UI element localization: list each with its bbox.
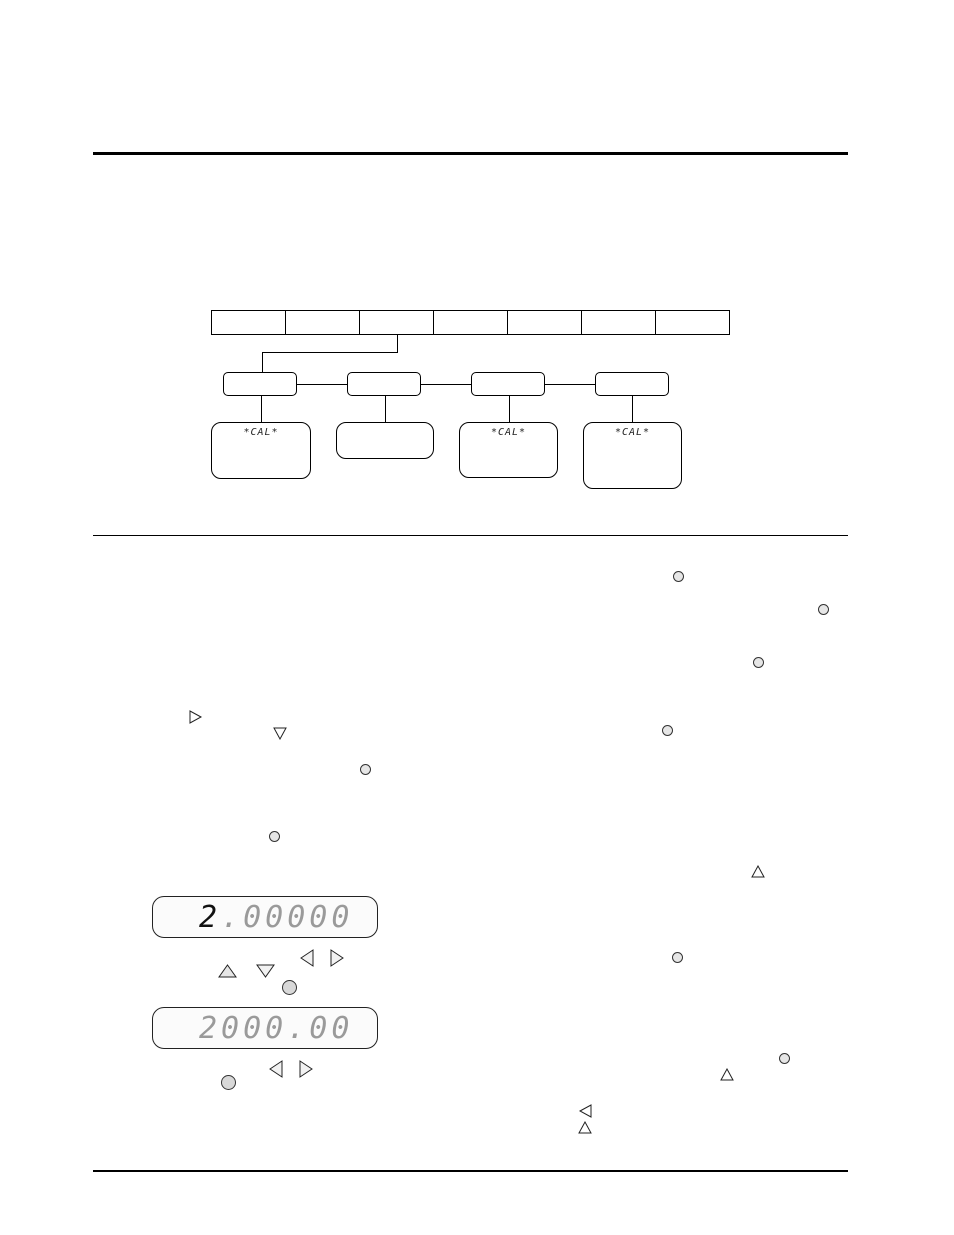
menu-cell[interactable] <box>359 310 433 335</box>
enter-key-icon <box>282 980 297 995</box>
submenu-box-4[interactable] <box>595 372 669 396</box>
enter-key-icon <box>818 604 829 615</box>
menu-cell[interactable] <box>285 310 359 335</box>
lcd-active-digit: 2 <box>199 900 222 935</box>
cal-label: *CAL* <box>614 427 651 438</box>
lcd-display-2 <box>152 1007 378 1049</box>
footer-rule <box>93 1170 848 1172</box>
left-triangle-icon <box>579 1104 592 1118</box>
connector-line <box>297 384 347 385</box>
header-rule <box>93 152 848 155</box>
enter-key-icon <box>672 952 683 963</box>
param-box-4[interactable] <box>583 422 682 489</box>
enter-key-icon <box>753 657 764 668</box>
lcd-digits <box>199 900 353 936</box>
enter-key-icon <box>662 725 673 736</box>
enter-key-icon <box>360 764 371 775</box>
submenu-box-1[interactable] <box>223 372 297 396</box>
right-triangle-icon <box>299 1060 313 1078</box>
submenu-box-2[interactable] <box>347 372 421 396</box>
enter-key-icon <box>779 1053 790 1064</box>
enter-key-icon <box>269 831 280 842</box>
connector-line <box>261 396 262 422</box>
menu-cell[interactable] <box>581 310 655 335</box>
cal-label: *CAL* <box>243 427 279 438</box>
lcd-digits: 2000.00 <box>199 1011 354 1046</box>
up-triangle-icon <box>720 1068 734 1081</box>
cal-label: *CAL* <box>490 427 527 438</box>
enter-key-icon <box>221 1075 236 1090</box>
up-triangle-icon <box>218 964 237 978</box>
enter-key-icon <box>673 571 684 582</box>
menu-cell[interactable] <box>655 310 730 335</box>
right-triangle-icon <box>189 710 202 724</box>
up-triangle-icon <box>578 1121 592 1134</box>
connector-line <box>385 396 386 422</box>
up-triangle-icon <box>751 865 765 878</box>
param-box-3[interactable] <box>459 422 558 478</box>
left-triangle-icon <box>300 949 314 967</box>
param-box-2[interactable] <box>336 422 434 459</box>
section-divider <box>93 535 848 536</box>
connector-line <box>421 384 471 385</box>
lcd-display-1 <box>152 896 378 938</box>
down-triangle-icon <box>273 727 287 740</box>
down-triangle-icon <box>256 964 275 978</box>
connector-line <box>632 396 633 422</box>
connector-line <box>545 384 595 385</box>
menu-bar <box>211 310 730 335</box>
menu-cell[interactable] <box>433 310 507 335</box>
param-box-1[interactable] <box>211 422 311 479</box>
right-triangle-icon <box>330 949 344 967</box>
connector-line <box>262 352 398 353</box>
lcd-remaining-digits: .00000 <box>221 900 354 935</box>
menu-cell[interactable] <box>507 310 581 335</box>
menu-cell[interactable] <box>211 310 285 335</box>
submenu-box-3[interactable] <box>471 372 545 396</box>
left-triangle-icon <box>269 1060 283 1078</box>
connector-line <box>509 396 510 422</box>
connector-line <box>262 352 263 372</box>
connector-line <box>397 334 398 353</box>
